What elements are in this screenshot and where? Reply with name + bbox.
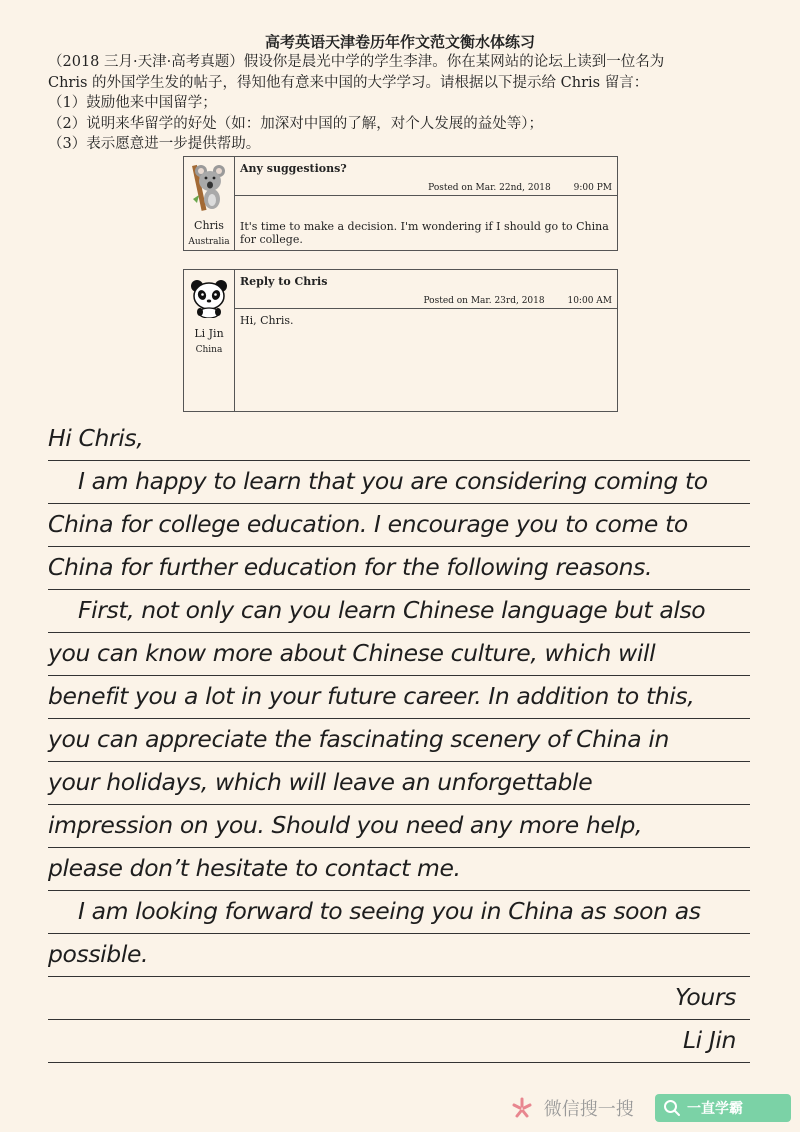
search-icon	[663, 1099, 681, 1117]
letter-line: impression on you. Should you need any more help,	[48, 805, 750, 848]
search-badge[interactable]	[655, 1094, 791, 1122]
prompt-item: （3）表示愿意进一步提供帮助。	[48, 136, 261, 152]
search-badge-label: 一直学霸	[687, 1101, 743, 1117]
letter-body	[48, 418, 750, 1063]
watermark-text: 微信搜一搜	[543, 1099, 634, 1120]
letter-line: First, not only can you learn Chinese language but also	[48, 590, 750, 633]
forum-reply	[183, 269, 618, 412]
reply-author-country: China	[195, 345, 223, 355]
post-author-panel	[184, 157, 235, 250]
post-body: It's time to make a decision. I'm wondering if I should go to China for college.	[240, 220, 609, 246]
watermark	[510, 1095, 634, 1121]
reply-author-name: Li Jin	[194, 327, 224, 340]
reply-body: Hi, Chris.	[240, 314, 294, 327]
prompt-item: （1）鼓励他来中国留学；	[48, 95, 217, 111]
page-title: 高考英语天津卷历年作文范文衡水体练习	[264, 33, 535, 51]
letter-line: you can know more about Chinese culture, which will	[48, 633, 750, 676]
panda-icon	[189, 278, 229, 318]
reply-author-panel	[184, 270, 235, 411]
reply-timestamp: Posted on Mar. 23rd, 2018 10:00 AM	[423, 296, 612, 306]
post-header	[235, 157, 617, 196]
letter-line: China for further education for the following reasons.	[48, 547, 750, 590]
prompt-line: （2018 三月·天津·高考真题）假设你是晨光中学的学生李津。你在某网站的论坛上读到一位名为	[48, 54, 665, 70]
letter-closing: Yours	[48, 977, 750, 1020]
reply-header	[235, 270, 617, 309]
post-author-name: Chris	[194, 219, 224, 232]
wechat-search-icon	[510, 1096, 534, 1120]
reply-subject: Reply to Chris	[240, 275, 328, 288]
writing-prompt	[48, 52, 748, 155]
letter-line: possible.	[48, 934, 750, 977]
letter-line: I am looking forward to seeing you in China as soon as	[48, 891, 750, 934]
letter-line: Hi Chris,	[48, 418, 750, 461]
letter-line: benefit you a lot in your future career. In addition to this,	[48, 676, 750, 719]
letter-line: China for college education. I encourage you to come to	[48, 504, 750, 547]
prompt-line: Chris 的外国学生发的帖子，得知他有意来中国的大学学习。请根据以下提示给 Chris 留言：	[48, 74, 649, 91]
post-timestamp: Posted on Mar. 22nd, 2018 9:00 PM	[428, 183, 612, 193]
letter-line: I am happy to learn that you are considering coming to	[48, 461, 750, 504]
letter-line: you can appreciate the fascinating scenery of China in	[48, 719, 750, 762]
koala-icon	[191, 159, 227, 211]
letter-line: your holidays, which will leave an unforgettable	[48, 762, 750, 805]
post-author-country: Australia	[188, 237, 230, 247]
letter-signature: Li Jin	[48, 1020, 750, 1063]
letter-line: please don’t hesitate to contact me.	[48, 848, 750, 891]
prompt-item: （2）说明来华留学的好处（如：加深对中国的了解，对个人发展的益处等）；	[48, 115, 543, 132]
post-subject: Any suggestions?	[240, 162, 347, 175]
forum-post	[183, 156, 618, 251]
